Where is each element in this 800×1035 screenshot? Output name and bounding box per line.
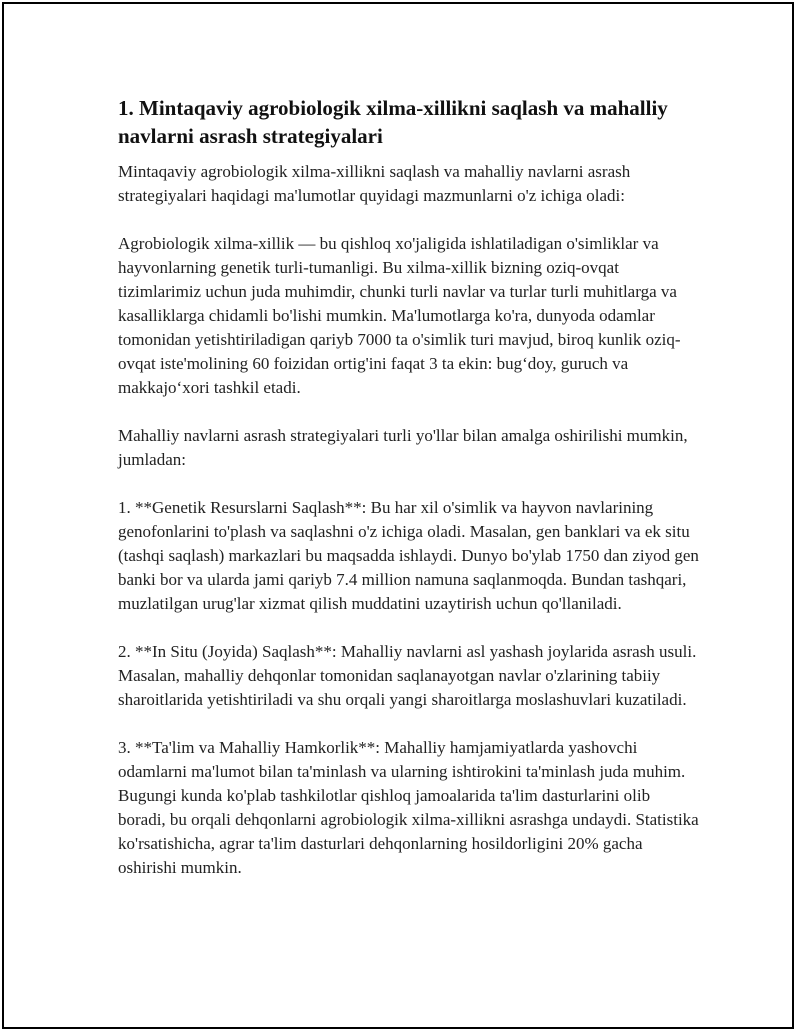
- paragraph-item-1: 1. **Genetik Resurslarni Saqlash**: Bu har xil o'simlik va hayvon navlarining genofonlarini to'plash va saqlashni o'z ichiga oladi. Masalan, gen banklari va ek situ (tashqi saqlash) markazlari bu maqsadda ishlaydi. Dunyo bo'ylab 1750 dan ziyod gen banki bor va ularda jami qariyb 7.4 million namuna saqlanmoqda. Bundan tashqari, muzlatilgan urug'lar xizmat qilish muddatini uzaytirish uchun qo'llaniladi.: [118, 498, 699, 613]
- paragraph-definition: Agrobiologik xilma-xillik — bu qishloq xo'jaligida ishlatiladigan o'simliklar va hayvonlarning genetik turli-tumanligi. Bu xilma-xillik bizning oziq-ovqat tizimlarimiz uchun juda muhimdir, chunki turli navlar va turlar turli muhitlarga va kasalliklarga chidamli bo'lishi mumkin. Ma'lumotlarga ko'ra, dunyoda odamlar tomonidan yetishtiriladigan qariyb 7000 ta o'simlik turi mavjud, biroq kunlik oziq-ovqat iste'molining 60 foizidan ortig'ini faqat 3 ta ekin: bug‘doy, guruch va makkajo‘xori tashkil etadi.: [118, 234, 681, 397]
- document-title: 1. Mintaqaviy agrobiologik xilma-xillikni saqlash va mahalliy navlarni asrash strategiyalari: [118, 96, 668, 148]
- paragraph-intro: Mintaqaviy agrobiologik xilma-xillikni saqlash va mahalliy navlarni asrash strategiyalari haqidagi ma'lumotlar quyidagi mazmunlarni o'z ichiga oladi:: [118, 162, 631, 205]
- paragraph-item-3: 3. **Ta'lim va Mahalliy Hamkorlik**: Mahalliy hamjamiyatlarda yashovchi odamlarni ma'lumot bilan ta'minlash va ularning ishtirokini ta'minlash juda muhim. Bugungi kunda ko'plab tashkilotlar qishloq jamoalarida ta'lim dasturlarini olib boradi, bu orqali dehqonlarni agrobiologik xilma-xillikni asrashga undaydi. Statistika ko'rsatishicha, agrar ta'lim dasturlari dehqonlarning hosildorligini 20% gacha oshirishi mumkin.: [118, 738, 699, 877]
- document-body: [118, 94, 700, 904]
- paragraph-item-2: 2. **In Situ (Joyida) Saqlash**: Mahalliy navlarni asl yashash joylarida asrash usuli. Masalan, mahalliy dehqonlar tomonidan saqlanayotgan navlar o'zlarining tabiiy sharoitlarida yetishtiriladi va shu orqali yangi sharoitlarga moslashuvlari kuzatiladi.: [118, 642, 697, 709]
- paragraph-strategies-intro: Mahalliy navlarni asrash strategiyalari turli yo'llar bilan amalga oshirilishi mumkin, jumladan:: [118, 426, 688, 469]
